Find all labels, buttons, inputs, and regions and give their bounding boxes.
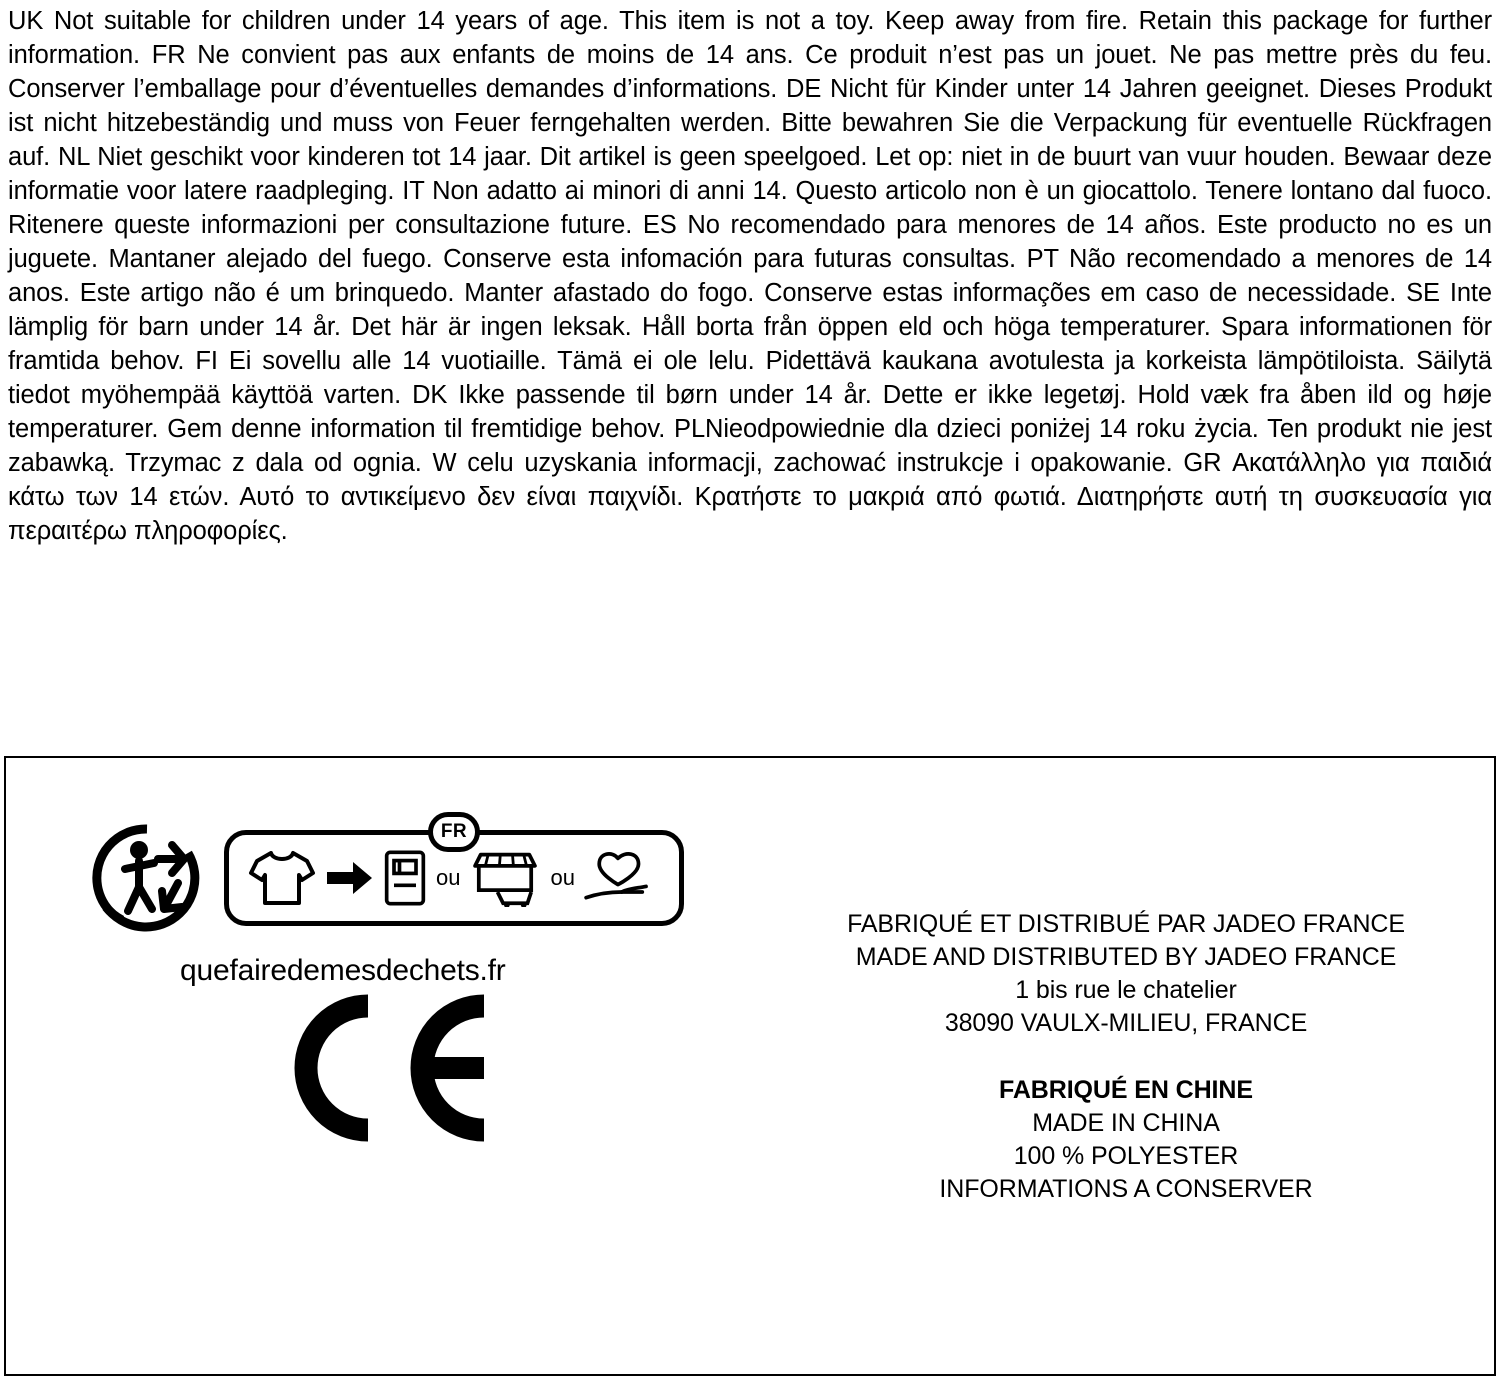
keep-information-notice: INFORMATIONS A CONSERVER (939, 1175, 1313, 1203)
information-panel (4, 756, 1496, 1376)
block-spacer (796, 1040, 1456, 1074)
right-arrow-icon (327, 861, 373, 895)
tshirt-icon (247, 847, 317, 909)
triman-row (92, 818, 732, 938)
shop-icon (469, 849, 541, 907)
recycling-info-column (92, 818, 732, 1153)
collection-bin-icon (383, 848, 427, 908)
made-in-fr: FABRIQUÉ EN CHINE (999, 1076, 1253, 1104)
disposal-options-box (224, 821, 684, 926)
manufacturer-line-1: FABRIQUÉ ET DISTRIBUÉ PAR JADEO FRANCE (847, 910, 1405, 938)
manufacturer-line-2: MADE AND DISTRIBUTED BY JADEO FRANCE (855, 943, 1397, 971)
ce-mark-icon (272, 1135, 512, 1152)
made-in-en: MADE IN CHINA (1032, 1109, 1220, 1137)
donate-hand-heart-icon (584, 849, 650, 907)
manufacturer-address-city: 38090 VAULX-MILIEU, FRANCE (944, 1009, 1308, 1037)
triman-recycling-icon (92, 823, 202, 933)
separator-ou-1: ou (436, 865, 461, 890)
manufacturer-info-column (796, 908, 1456, 1206)
recycling-website-label: quefairedemesdechets.fr (180, 954, 506, 987)
separator-ou-2: ou (550, 865, 575, 890)
multilingual-safety-warning-text: UK Not suitable for children under 14 years of age. This item is not a toy. Keep away from fire. Retain this package for further information. FR Ne convient pas aux enfants de moins de 14 ans. Ce produit n’est pas un jouet. Ne pas mettre près du feu. Conserver l’emballage pour d’éventuelles demandes d’informations. DE Nicht für Kinder unter 14 Jahren geeignet. Dieses Produkt ist nicht hitzebeständig und muss von Feuer ferngehalten werden. Bitte bewahren Sie die Verpackung für eventuelle Rückfragen auf. NL Niet geschikt voor kinderen tot 14 jaar. Dit artikel is geen speelgoed. Let op: niet in de buurt van vuur houden. Bewaar deze informatie voor latere raadpleging. IT Non adatto ai minori di anni 14. Questo articolo non è un giocattolo. Tenere lontano dal fuoco. Ritenere queste informazioni per consultazione future. ES No recomendado para menores de 14 años. Este producto no es un juguete. Mantaner alejado del fuego. Conserve esta infomación para futuras consultas. PT Não recomendado a menores de 14 anos. Este artigo não é um brinquedo. Manter afastado do fogo. Conserve estas informações em caso de necessidade. SE Inte lämplig för barn under 14 år. Det här är ingen leksak. Håll borta från öppen eld och höga temperaturer. Spara informationen för framtida behov. FI Ei sovellu alle 14 vuotiaille. Tämä ei ole lelu. Pidettävä kaukana avotulesta ja korkeista lämpötiloista. Säilytä tiedot myöhempää käyttöä varten. DK Ikke passende til børn under 14 år. Dette er ikke legetøj. Hold væk fra åben ild og høje temperaturer. Gem denne information til fremtidige behov. PLNieodpowiednie dla dzieci poniżej 14 roku życia. Ten produkt nie jest zabawką. Trzymac z dala od ognia. W celu uzyskania informacji, zachować instrukcje i opakowanie. GR Ακατάλληλο για παιδιά κάτω των 14 ετών. Αυτό το αντικείμενο δεν είναι παιχνίδι. Κρατήστε το μακριά από φωτιά. Διατηρήστε αυτή τη συσκευασία για περαιτέρω πληροφορίες. (8, 7, 1492, 546)
manufacturer-address-street: 1 bis rue le chatelier (1015, 976, 1237, 1004)
country-badge-fr: FR (428, 812, 480, 852)
composition: 100 % POLYESTER (1013, 1142, 1239, 1170)
